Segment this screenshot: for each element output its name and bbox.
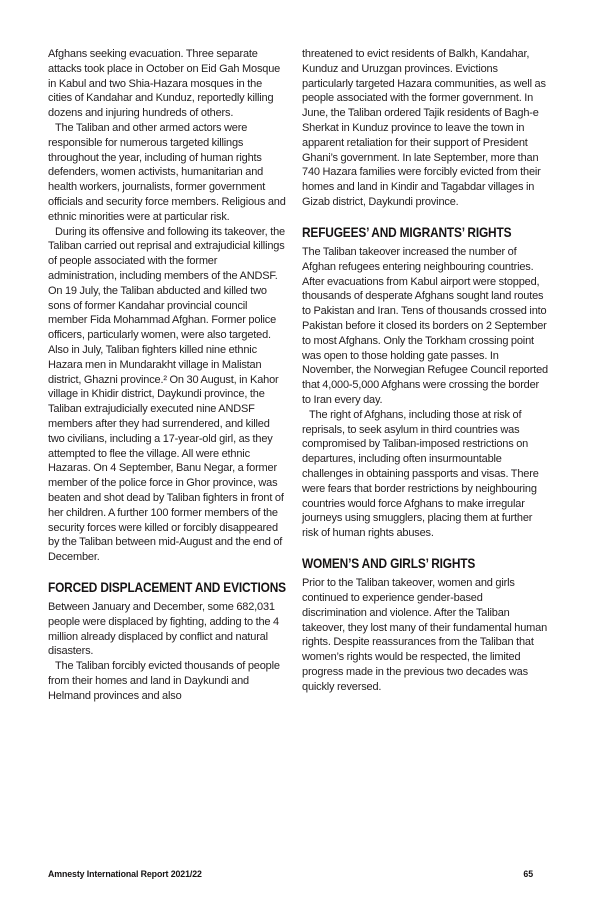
section-heading-refugees-and-migrants-rights: REFUGEES’ AND MIGRANTS’ RIGHTS [302, 223, 512, 240]
right-column [302, 47, 549, 704]
two-column-text-area [48, 47, 549, 704]
body-paragraph: The Taliban takeover increased the number of Afghan refugees entering neighbouring countries. After evacuations from Kabul airport were stopped, thousands of desperate Afghans sought land routes to Pakistan and Iran. Tens of thousands crossed into Pakistan before it closed its borders on 2 September to most Afghans. Only the Torkham crossing point was open to those holding gate passes. In November, the Norwegian Refugee Council reported that 4,000-5,000 Afghans were crossing the border to Iran every day. [302, 245, 548, 406]
body-paragraph: The Taliban forcibly evicted thousands of people from their homes and land in Daykundi and Helmand provinces and also [48, 660, 280, 702]
body-paragraph: Prior to the Taliban takeover, women and girls continued to experience gender-based discrimination and violence. After the Taliban takeover, they lost many of their fundamental human rights. Despite reassurances from the Taliban that women’s rights would be respected, the limited progress made in the previous two decades was quickly reversed. [302, 577, 548, 693]
page-footer [48, 869, 533, 879]
body-paragraph: The Taliban and other armed actors were responsible for numerous targeted killings throughout the year, including of human rights defenders, women activists, humanitarian and health workers, journalists, former government officials and security force members. Religious and ethnic minorities were at particular risk. [48, 121, 286, 223]
body-paragraph: Afghans seeking evacuation. Three separate attacks took place in October on Eid Gah Mosque in Kabul and two Shia-Hazara mosques in the cities of Kandahar and Kunduz, reportedly killing dozens and injuring hundreds of others. [48, 48, 281, 120]
section-heading-womens-and-girls-rights: WOMEN’S AND GIRLS’ RIGHTS [302, 554, 476, 571]
body-paragraph: The right of Afghans, including those at risk of reprisals, to seek asylum in third countries was compromised by Taliban-imposed restrictions on departures, including often insurmountable challenges in obtaining passports and visas. There were fears that border restrictions by neighbouring countries would force Afghans to make irregular journeys using smugglers, placing them at further risk of human rights abuses. [302, 408, 539, 540]
footer-report-title: Amnesty International Report 2021/22 [48, 869, 202, 879]
left-column [48, 47, 288, 704]
section-heading-forced-displacement-and-evictions: FORCED DISPLACEMENT AND EVICTIONS [48, 578, 286, 595]
body-paragraph: During its offensive and following its takeover, the Taliban carried out reprisal and extrajudicial killings of people associated with the former administration, including members of the ANDSF. On 19 July, the Taliban abducted and killed two sons of former Kandahar provincial council member Fida Mohammad Afghan. Former police officers, particularly women, were also targeted. Also in July, Taliban fighters killed nine ethnic Hazara men in Mundarakht village in Malistan district, Ghazni province.² On 30 August, in Kahor village in Khidir district, Daykundi province, the Taliban extrajudicially executed nine ANDSF members after they had surrendered, and killed two civilians, including a 17-year-old girl, as they attempted to flee the village. All were ethnic Hazaras. On 4 September, Banu Negar, a former member of the police force in Ghor province, was beaten and shot dead by Taliban fighters in front of her children. A further 100 former members of the security forces were killed or forcibly disappeared by the Taliban between mid-August and the end of December. [48, 225, 285, 564]
body-paragraph: Between January and December, some 682,031 people were displaced by fighting, adding to the 4 million already displaced by conflict and natural disasters. [48, 601, 279, 658]
footer-page-number: 65 [523, 869, 533, 879]
body-paragraph: threatened to evict residents of Balkh, Kandahar, Kunduz and Uruzgan provinces. Evictions particularly targeted Hazara communities, as well as people associated with the former government. In June, the Taliban ordered Tajik residents of Bagh-e Sherkat in Kunduz province to leave the town in apparent retaliation for their support of President Ghani’s government. In late September, more than 740 Hazara families were forcibly evicted from their homes and land in Kindir and Tagabdar villages in Gizab district, Daykundi province. [302, 48, 546, 208]
